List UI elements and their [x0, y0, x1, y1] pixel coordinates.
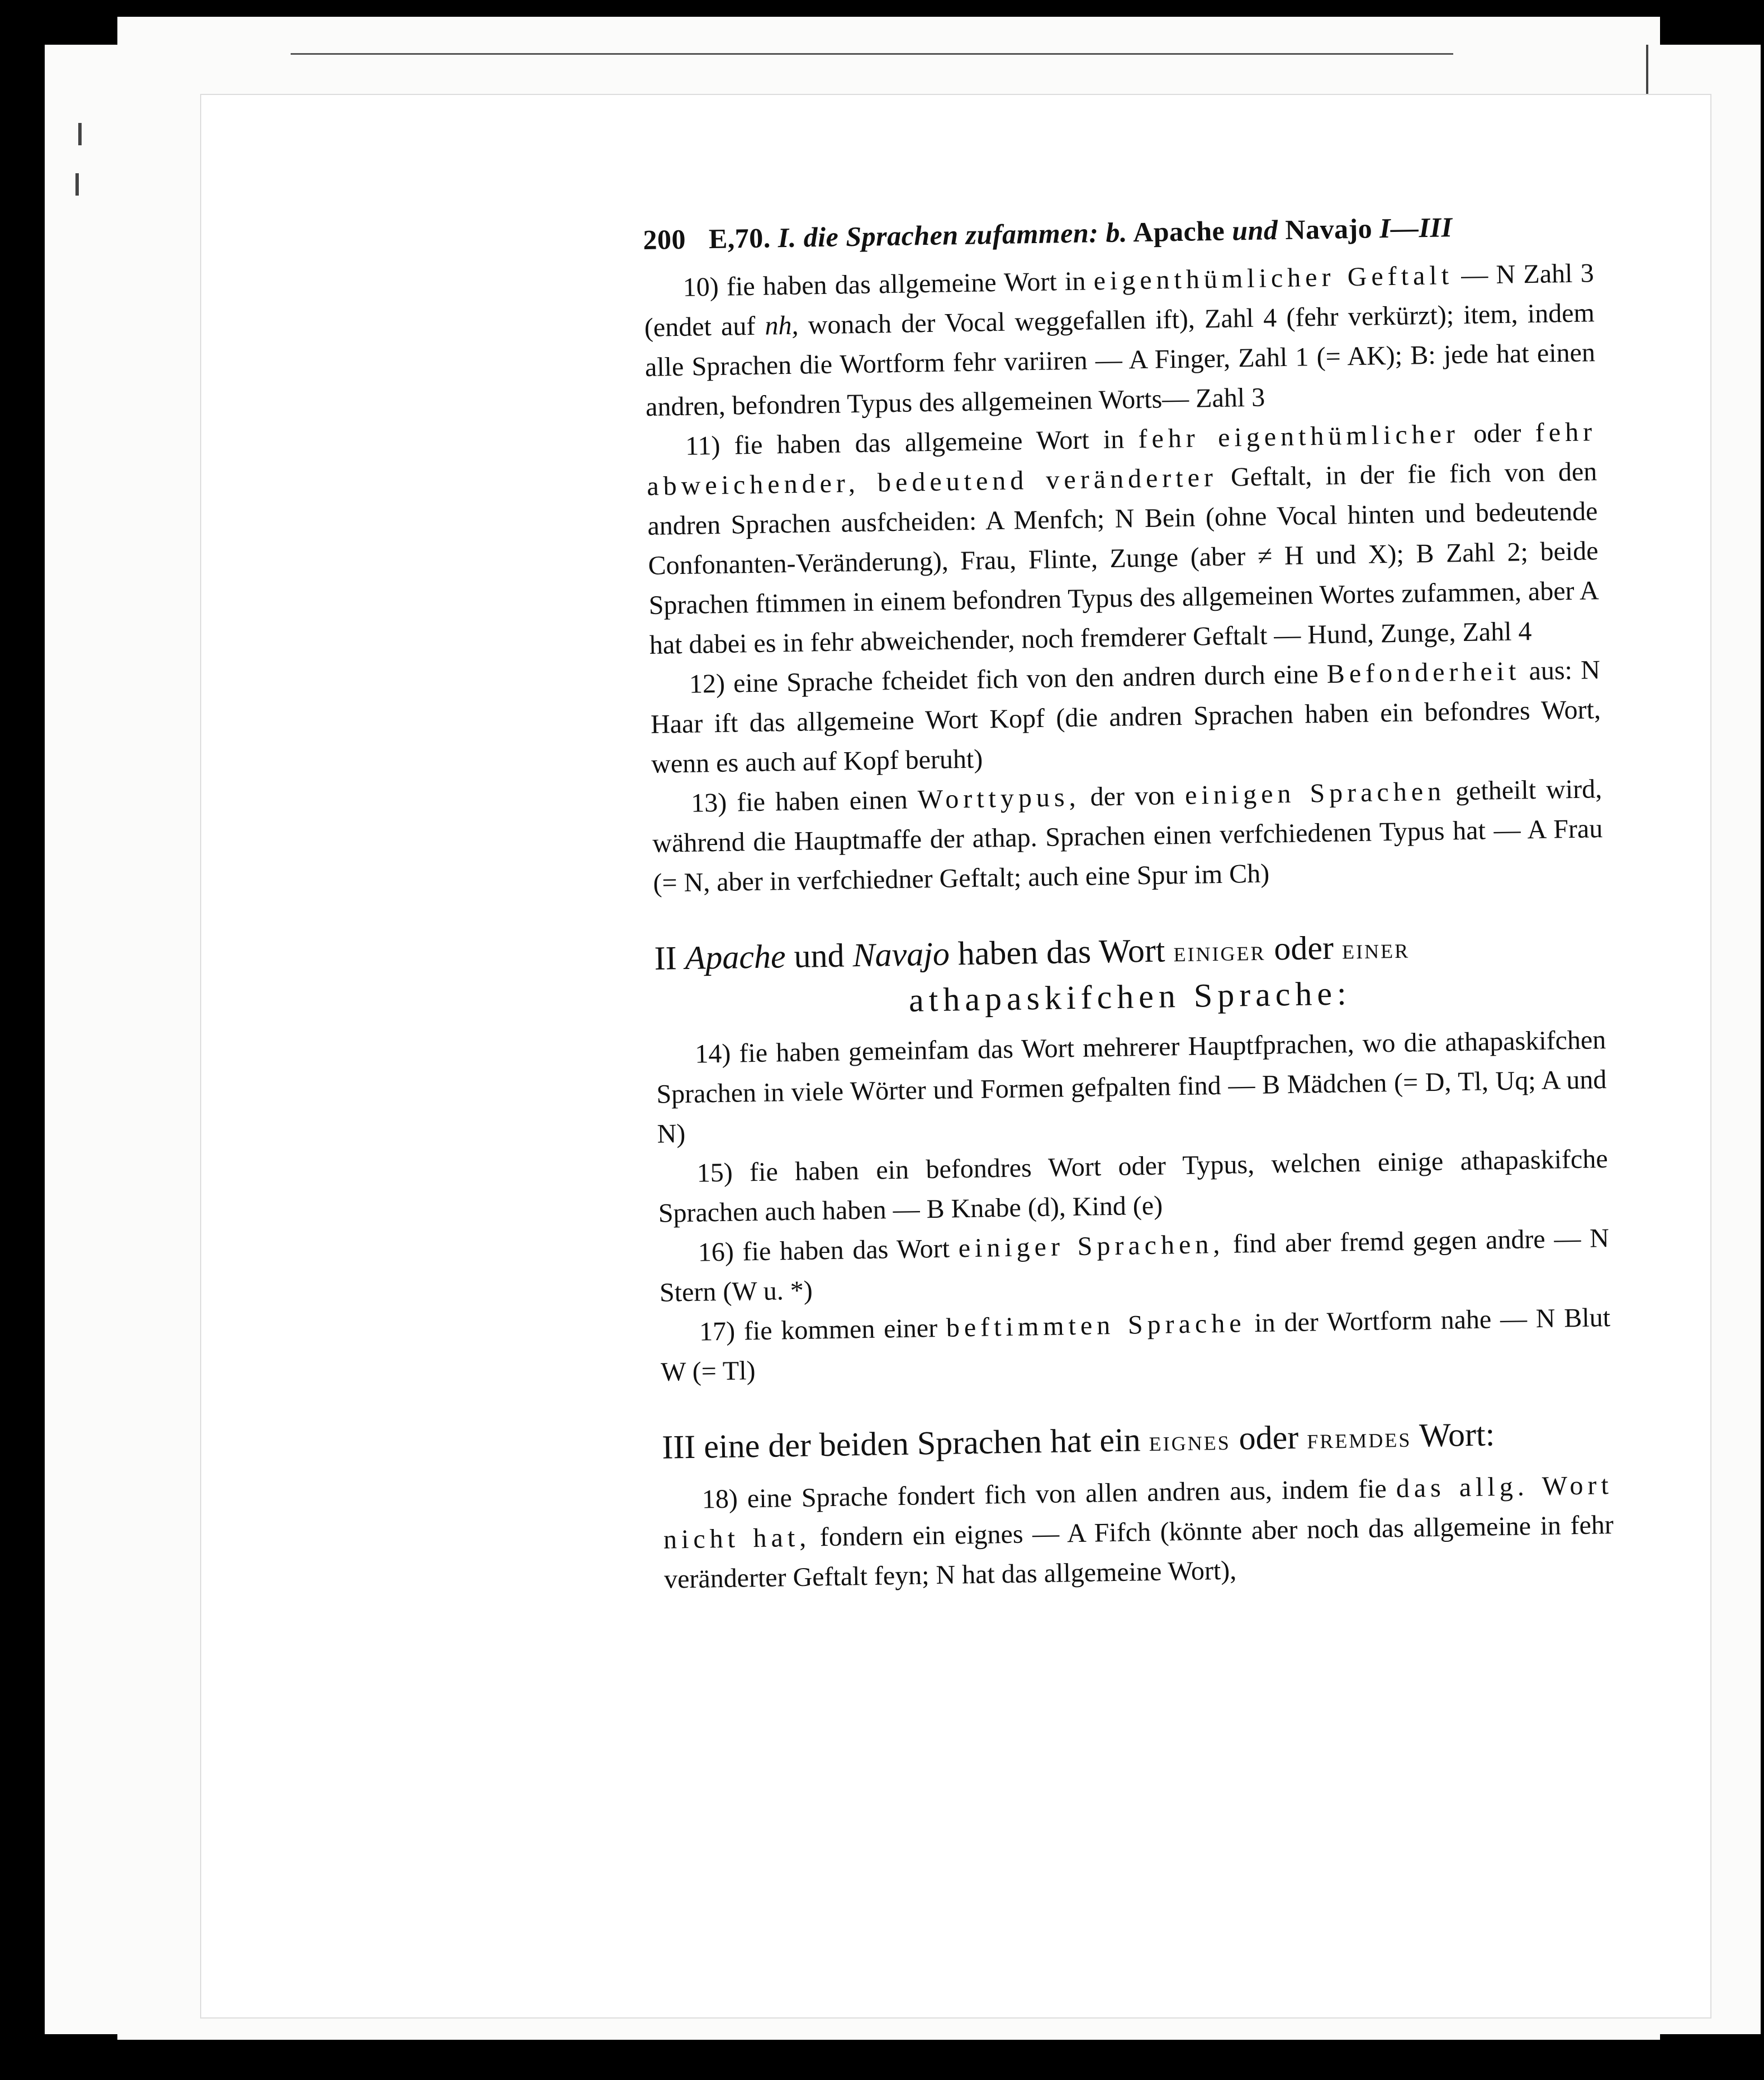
- page-number: 200: [643, 223, 686, 255]
- section2-oder: oder: [1273, 929, 1334, 967]
- paragraph-11: [646, 412, 1600, 665]
- p17-text-a: 17) fie kommen einer: [699, 1313, 947, 1347]
- paragraph-16: [658, 1218, 1610, 1313]
- section3-text-b: Wort:: [1419, 1416, 1495, 1454]
- p10-italic: nh,: [765, 310, 799, 341]
- paragraph-10: [643, 253, 1596, 427]
- paragraph-14: 14) fie haben gemeinfam das Wort mehrerer Hauptfprachen, wo die athapaskifchen Sprachen in viele Wörter und Formen gefpalten find — B Mädchen (= D, Tl, Uq; A und N): [656, 1025, 1607, 1149]
- p12-spaced: Befonderheit: [1326, 656, 1521, 689]
- p10-spaced: eigenthümlicher Geftalt: [1093, 260, 1454, 296]
- paragraph-15: 15) fie haben ein befondres Wort oder Typus, welchen einige athapaskifche Sprachen auch haben — B Knabe (d), Kind (e): [658, 1144, 1608, 1228]
- paragraph-13: [652, 769, 1604, 903]
- section3-eignes: eignes: [1149, 1424, 1231, 1458]
- p10-text-b: — N Zahl 3 (endet auf: [644, 258, 1595, 343]
- header-title-und: und: [1231, 214, 1278, 246]
- p16-text-b: find aber fremd gegen andre — N Stern (W u. *): [659, 1223, 1610, 1308]
- section2-und: und: [793, 937, 845, 975]
- section2-number: II: [654, 939, 677, 977]
- top-edge-rule: [291, 53, 1453, 55]
- p11-spaced-1: fehr eigenthümlicher: [1138, 419, 1460, 454]
- paragraph-12: [649, 650, 1601, 784]
- section2-navajo: Navajo: [852, 935, 950, 974]
- p17-text-b: in der Wortform nahe — N Blut W (= Tl): [660, 1303, 1611, 1387]
- paragraph-17: [660, 1298, 1611, 1392]
- p13-text-b: der von: [1080, 780, 1186, 812]
- p12-text-a: 12) eine Sprache fcheidet fich von den andren durch eine: [689, 659, 1327, 699]
- p13-spaced-1: Worttypus,: [917, 782, 1080, 815]
- p11-text-a: 11) fie haben das allgemeine Wort in: [685, 424, 1139, 461]
- section3-oder: oder: [1239, 1418, 1299, 1457]
- header-title-b: Navajo: [1284, 212, 1373, 245]
- p13-text-a: 13) fie haben einen: [690, 785, 918, 818]
- section-heading-2: [654, 922, 1605, 1026]
- p11-text-c: Geftalt, in der fie fich von den andren Sprachen ausfcheiden: A Menfch; N Bein (ohne Vocal hinten und bedeutende Confonanten-Veränderung), Frau, Flinte, Zunge (aber ≠ H und X); B Zahl 2; beide Sprachen ftimmen in einem befondren Typus des allgemeinen Wortes zufammen, aber A hat dabei es in fehr abweichender, noch fremderer Geftalt — Hund, Zunge, Zahl 4: [647, 457, 1599, 660]
- section3-fremdes: fremdes: [1306, 1421, 1412, 1455]
- p18-spaced: das allg. Wort nicht hat,: [663, 1470, 1614, 1555]
- header-ref: E,70.: [708, 222, 771, 255]
- p12-text-b: aus: N Haar ift das allgemeine Wort Kopf (die andren Sprachen haben ein befondres Wort, wenn es auch auf Kopf beruht): [650, 655, 1601, 779]
- paragraph-18: [662, 1465, 1614, 1599]
- p18-text-a: 18) eine Sprache fondert fich von allen andren aus, indem fie: [701, 1474, 1397, 1514]
- p13-text-c: getheilt wird, während die Hauptmaffe der athap. Sprachen einen verfchiedenen Typus hat — A Frau (= N, aber in verfchiedner Geftalt; auch eine Spur im Ch): [652, 774, 1603, 898]
- header-title-a: Apache: [1132, 215, 1225, 248]
- p10-text-a: 10) fie haben das allgemeine Wort in: [682, 266, 1094, 302]
- section2-einiger: einiger: [1173, 934, 1266, 968]
- section3-text-a: eine der beiden Sprachen hat ein: [703, 1421, 1141, 1465]
- p13-spaced-2: einigen Sprachen: [1184, 776, 1446, 810]
- section2-subline: athapaskifchen Sprache:: [908, 975, 1352, 1019]
- section2-einer: einer: [1341, 932, 1410, 966]
- p16-spaced: einiger Sprachen,: [958, 1229, 1225, 1264]
- section3-number: III: [661, 1428, 696, 1466]
- header-range: I—III: [1379, 211, 1453, 244]
- header-chapter: I. die Sprachen zufammen: b.: [777, 216, 1128, 254]
- edge-mark: [1646, 45, 1648, 95]
- section2-apache: Apache: [685, 938, 786, 976]
- p18-text-b: fondern ein eignes — A Fifch (könnte aber noch das allgemeine in fehr veränderter Geftalt feyn; N hat das allgemeine Wort),: [663, 1510, 1614, 1594]
- p17-spaced: beftimmten Sprache: [946, 1308, 1246, 1343]
- edge-mark: [75, 173, 79, 196]
- edge-mark: [78, 123, 82, 145]
- section-heading-3: [662, 1411, 1613, 1471]
- page-text: [643, 208, 1614, 1599]
- p11-spaced-2: fehr abweichender, bedeutend veränderter: [646, 417, 1597, 501]
- p16-text-a: 16) fie haben das Wort: [698, 1233, 959, 1267]
- p10-text-c: wonach der Vocal weggefallen ift), Zahl 4 (fehr verkürzt); item, indem alle Sprachen die Wortform fehr variiren — A Finger, Zahl 1 (= AK); B: jede hat einen andren, befondren Typus des allgemeinen Worts— Zahl 3: [644, 298, 1596, 422]
- p11-text-b: oder: [1459, 417, 1536, 449]
- section2-mid: haben das Wort: [957, 932, 1165, 972]
